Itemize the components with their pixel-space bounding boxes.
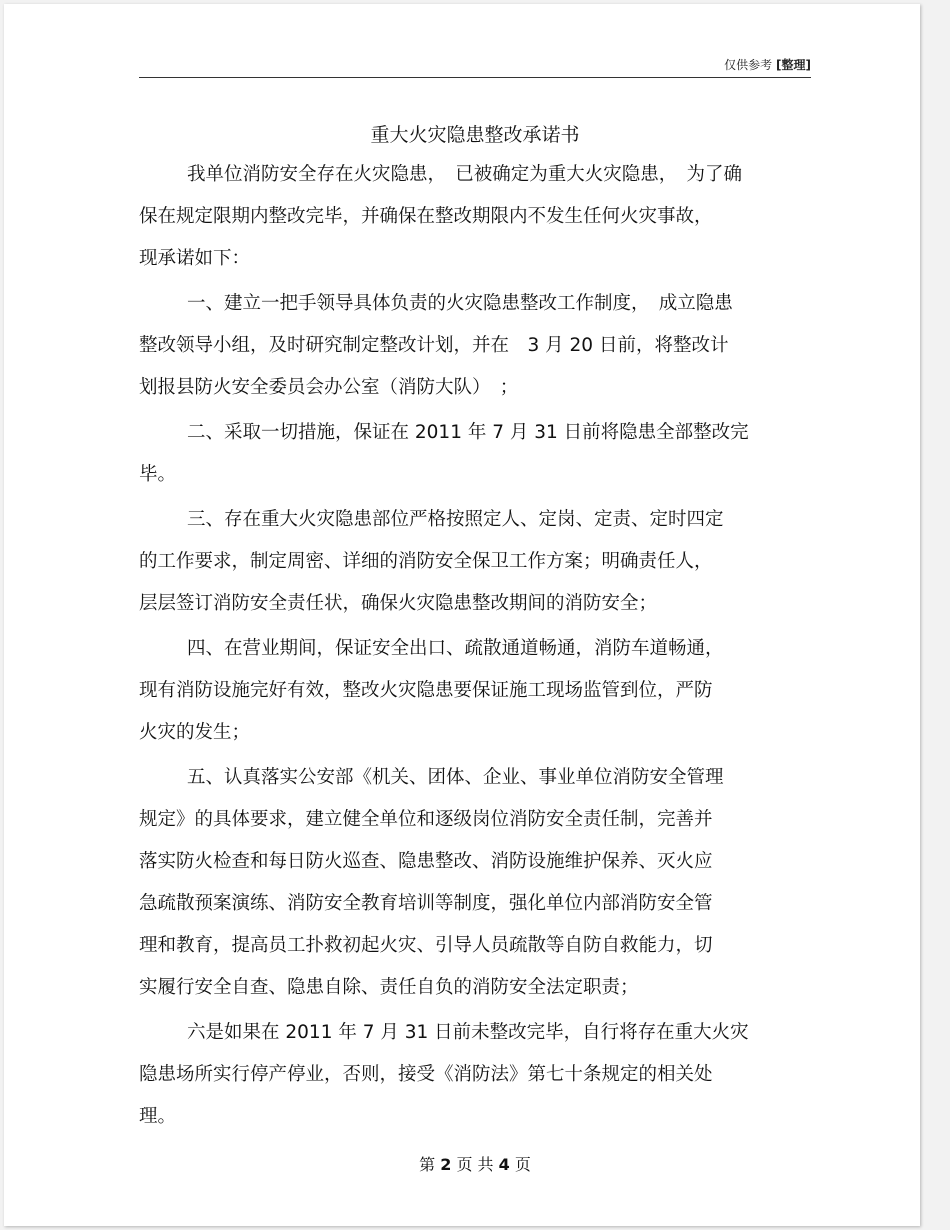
paragraph-line: 理。 [139,1106,177,1127]
paragraph-line: 实履行安全自查、隐患自除、责任自负的消防安全法定职责； [139,977,639,998]
paragraph [139,757,819,1009]
header-rule [139,77,811,78]
header-note [724,56,811,73]
paragraph-line: 保在规定限期内整改完毕，并确保在整改期限内不发生任何火灾事故， [139,206,713,227]
paragraph-line: 划报县防火安全委员会办公室（消防大队） ； [139,377,519,398]
document-title: 重大火灾隐患整改承诺书 [370,124,580,146]
paragraph-line: 三、存在重大火灾隐患部位严格按照定人、定岗、定责、定时四定 [187,509,724,530]
paragraph-line: 隐患场所实行停产停业，否则，接受《消防法》第七十条规定的相关处 [139,1064,713,1085]
footer-page-number: 2 [440,1155,452,1174]
paragraph [139,412,819,496]
paragraph-line: 整改领导小组，及时研究制定整改计划，并在 3 月 20 日前，将整改计 [139,335,729,356]
paragraph [139,499,819,625]
footer-middle: 页 共 [456,1155,494,1174]
document-page [4,4,920,1226]
paragraph-line: 毕。 [139,464,177,485]
paragraph-line: 一、建立一把手领导具体负责的火灾隐患整改工作制度， 成立隐患 [187,293,733,314]
paragraph-line: 的工作要求，制定周密、详细的消防安全保卫工作方案；明确责任人， [139,551,713,572]
paragraph [139,628,819,754]
paragraph-line: 四、在营业期间，保证安全出口、疏散通道畅通，消防车道畅通， [187,638,724,659]
footer-suffix: 页 [514,1155,531,1174]
paragraph-line: 层层签订消防安全责任状，确保火灾隐患整改期间的消防安全； [139,593,658,614]
document-body [139,154,819,1141]
paragraph-line: 我单位消防安全存在火灾隐患， 已被确定为重大火灾隐患， 为了确 [187,164,743,185]
paragraph [139,1012,819,1138]
paragraph-line: 理和教育，提高员工扑救初起火灾、引导人员疏散等自防自救能力，切 [139,935,713,956]
paragraph-line: 现有消防设施完好有效，整改火灾隐患要保证施工现场监管到位，严防 [139,680,713,701]
paragraph-line: 六是如果在 2011 年 7 月 31 日前未整改完毕，自行将存在重大火灾 [187,1022,749,1043]
page-footer [139,1152,811,1175]
paragraph-line: 急疏散预案演练、消防安全教育培训等制度，强化单位内部消防安全管 [139,893,713,914]
paragraph-line: 二、采取一切措施，保证在 2011 年 7 月 31 日前将隐患全部整改完 [187,422,749,443]
paragraph [139,154,819,280]
paragraph-line: 落实防火检查和每日防火巡查、隐患整改、消防设施维护保养、灭火应 [139,851,713,872]
paragraph-line: 现承诺如下： [139,248,251,269]
footer-total-pages: 4 [498,1155,510,1174]
header-note-bracket: [整理] [776,58,811,72]
paragraph-line: 规定》的具体要求，建立健全单位和逐级岗位消防安全责任制，完善并 [139,809,713,830]
paragraph-line: 火灾的发生； [139,722,251,743]
paragraph-line: 五、认真落实公安部《机关、团体、企业、事业单位消防安全管理 [187,767,724,788]
header-note-text: 仅供参考 [724,58,773,72]
paragraph [139,283,819,409]
footer-prefix: 第 [419,1155,436,1174]
